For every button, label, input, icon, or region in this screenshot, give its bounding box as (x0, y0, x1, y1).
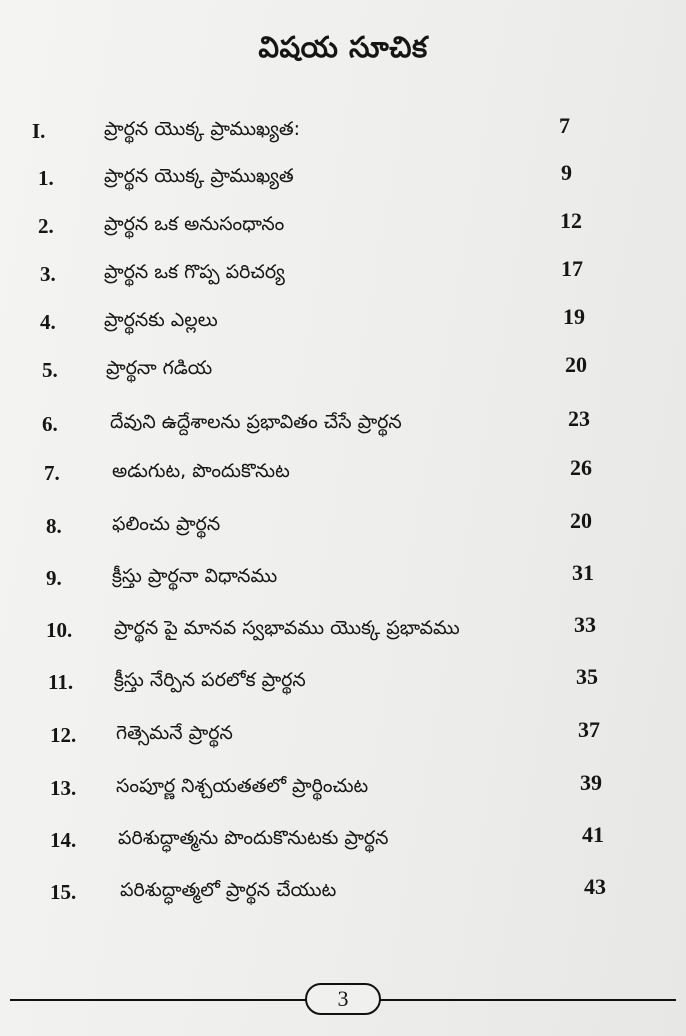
footer-rule-right (380, 999, 676, 1001)
toc-entry-label: దేవుని ఉద్దేశాలను ప్రభావితం చేసే ప్రార్థన (110, 411, 402, 433)
toc-entry-number: I. (32, 119, 46, 143)
toc-entry-label: క్రీస్తు నేర్పిన పరలోక ప్రార్థన (114, 669, 306, 691)
toc-entry-label: ప్రార్థన యొక్క ప్రాముఖ్యత: (104, 118, 301, 140)
toc-entry-page: 20 (565, 352, 587, 377)
toc-entry-number: 7. (44, 461, 60, 485)
toc-entry-number: 5. (42, 358, 58, 382)
toc-entry-number: 15. (50, 880, 77, 904)
toc-entry (0, 352, 686, 392)
toc-entry-label: అడుగుట, పొందుకొనుట (112, 460, 290, 482)
toc-entry-number: 4. (40, 310, 56, 334)
toc-entry-label: పరిశుద్ధాత్మలో ప్రార్థన చేయుట (120, 879, 337, 901)
toc-entry-number: 13. (50, 776, 77, 800)
page-number: 3 (305, 983, 381, 1015)
toc-entry-page: 9 (561, 160, 572, 185)
toc-entry (0, 717, 686, 757)
toc-entry-label: సంపూర్ణ నిశ్చయతతలో ప్రార్థించుట (116, 775, 369, 797)
toc-entry-page: 37 (578, 717, 600, 742)
toc-entry-page: 17 (561, 256, 583, 281)
toc-entry-page: 7 (559, 113, 570, 138)
toc-entry (0, 664, 686, 704)
toc-entry (0, 508, 686, 548)
toc-entry-page: 31 (572, 560, 594, 585)
toc-entry (0, 208, 686, 248)
toc-entry-number: 1. (38, 166, 54, 190)
toc-entry-number: 3. (40, 262, 56, 286)
toc-entry-number: 12. (50, 723, 77, 747)
toc-entry-page: 12 (560, 208, 582, 233)
toc-entry-number: 6. (42, 412, 58, 436)
toc-entry-label: ప్రార్థన ఒక అనుసంధానం (104, 213, 285, 235)
page-title: విషయ సూచిక (258, 30, 428, 64)
toc-entry-label: ఫలించు ప్రార్థన (112, 513, 221, 535)
toc-entry-page: 26 (570, 455, 592, 480)
toc-entry-label: గెత్సెమనే ప్రార్థన (116, 722, 233, 744)
toc-entry-number: 10. (46, 618, 73, 642)
toc-entry-label: ప్రార్థనా గడియ (106, 357, 213, 379)
toc-entry (0, 822, 686, 862)
toc-entry-page: 43 (584, 874, 606, 899)
toc-entry (0, 770, 686, 810)
footer-rule-left (10, 999, 307, 1001)
toc-entry-page: 19 (563, 304, 585, 329)
toc-entry-label: ప్రార్థన ఒక గొప్ప పరిచర్య (104, 261, 285, 283)
toc-entry-page: 39 (580, 770, 602, 795)
toc-entry-page: 23 (568, 406, 590, 431)
toc-entry-page: 33 (574, 612, 596, 637)
toc-entry (0, 455, 686, 495)
toc-entry (0, 160, 686, 200)
toc-entry (0, 612, 686, 652)
toc-entry (0, 560, 686, 600)
toc-entry-label: ప్రార్థనకు ఎల్లలు (104, 309, 218, 331)
toc-entry-label: క్రీస్తు ప్రార్థనా విధానము (112, 565, 278, 587)
toc-entry-label: ప్రార్థన పై మానవ స్వభావము యొక్క ప్రభావము (114, 617, 460, 639)
toc-entry-label: ప్రార్థన యొక్క ప్రాముఖ్యత (104, 165, 294, 187)
toc-entry (0, 874, 686, 914)
toc-entry-number: 14. (50, 828, 77, 852)
toc-entry (0, 113, 686, 153)
toc-entry-number: 9. (46, 566, 62, 590)
toc-entry-page: 35 (576, 664, 598, 689)
toc-entry (0, 304, 686, 344)
toc-entry-page: 41 (582, 822, 604, 847)
toc-entry-number: 11. (48, 670, 74, 694)
toc-entry-number: 2. (38, 214, 54, 238)
toc-entry-page: 20 (570, 508, 592, 533)
toc-entry (0, 256, 686, 296)
toc-entry (0, 406, 686, 446)
toc-entry-label: పరిశుద్ధాత్మను పొందుకొనుటకు ప్రార్థన (118, 827, 389, 849)
toc-entry-number: 8. (46, 514, 62, 538)
